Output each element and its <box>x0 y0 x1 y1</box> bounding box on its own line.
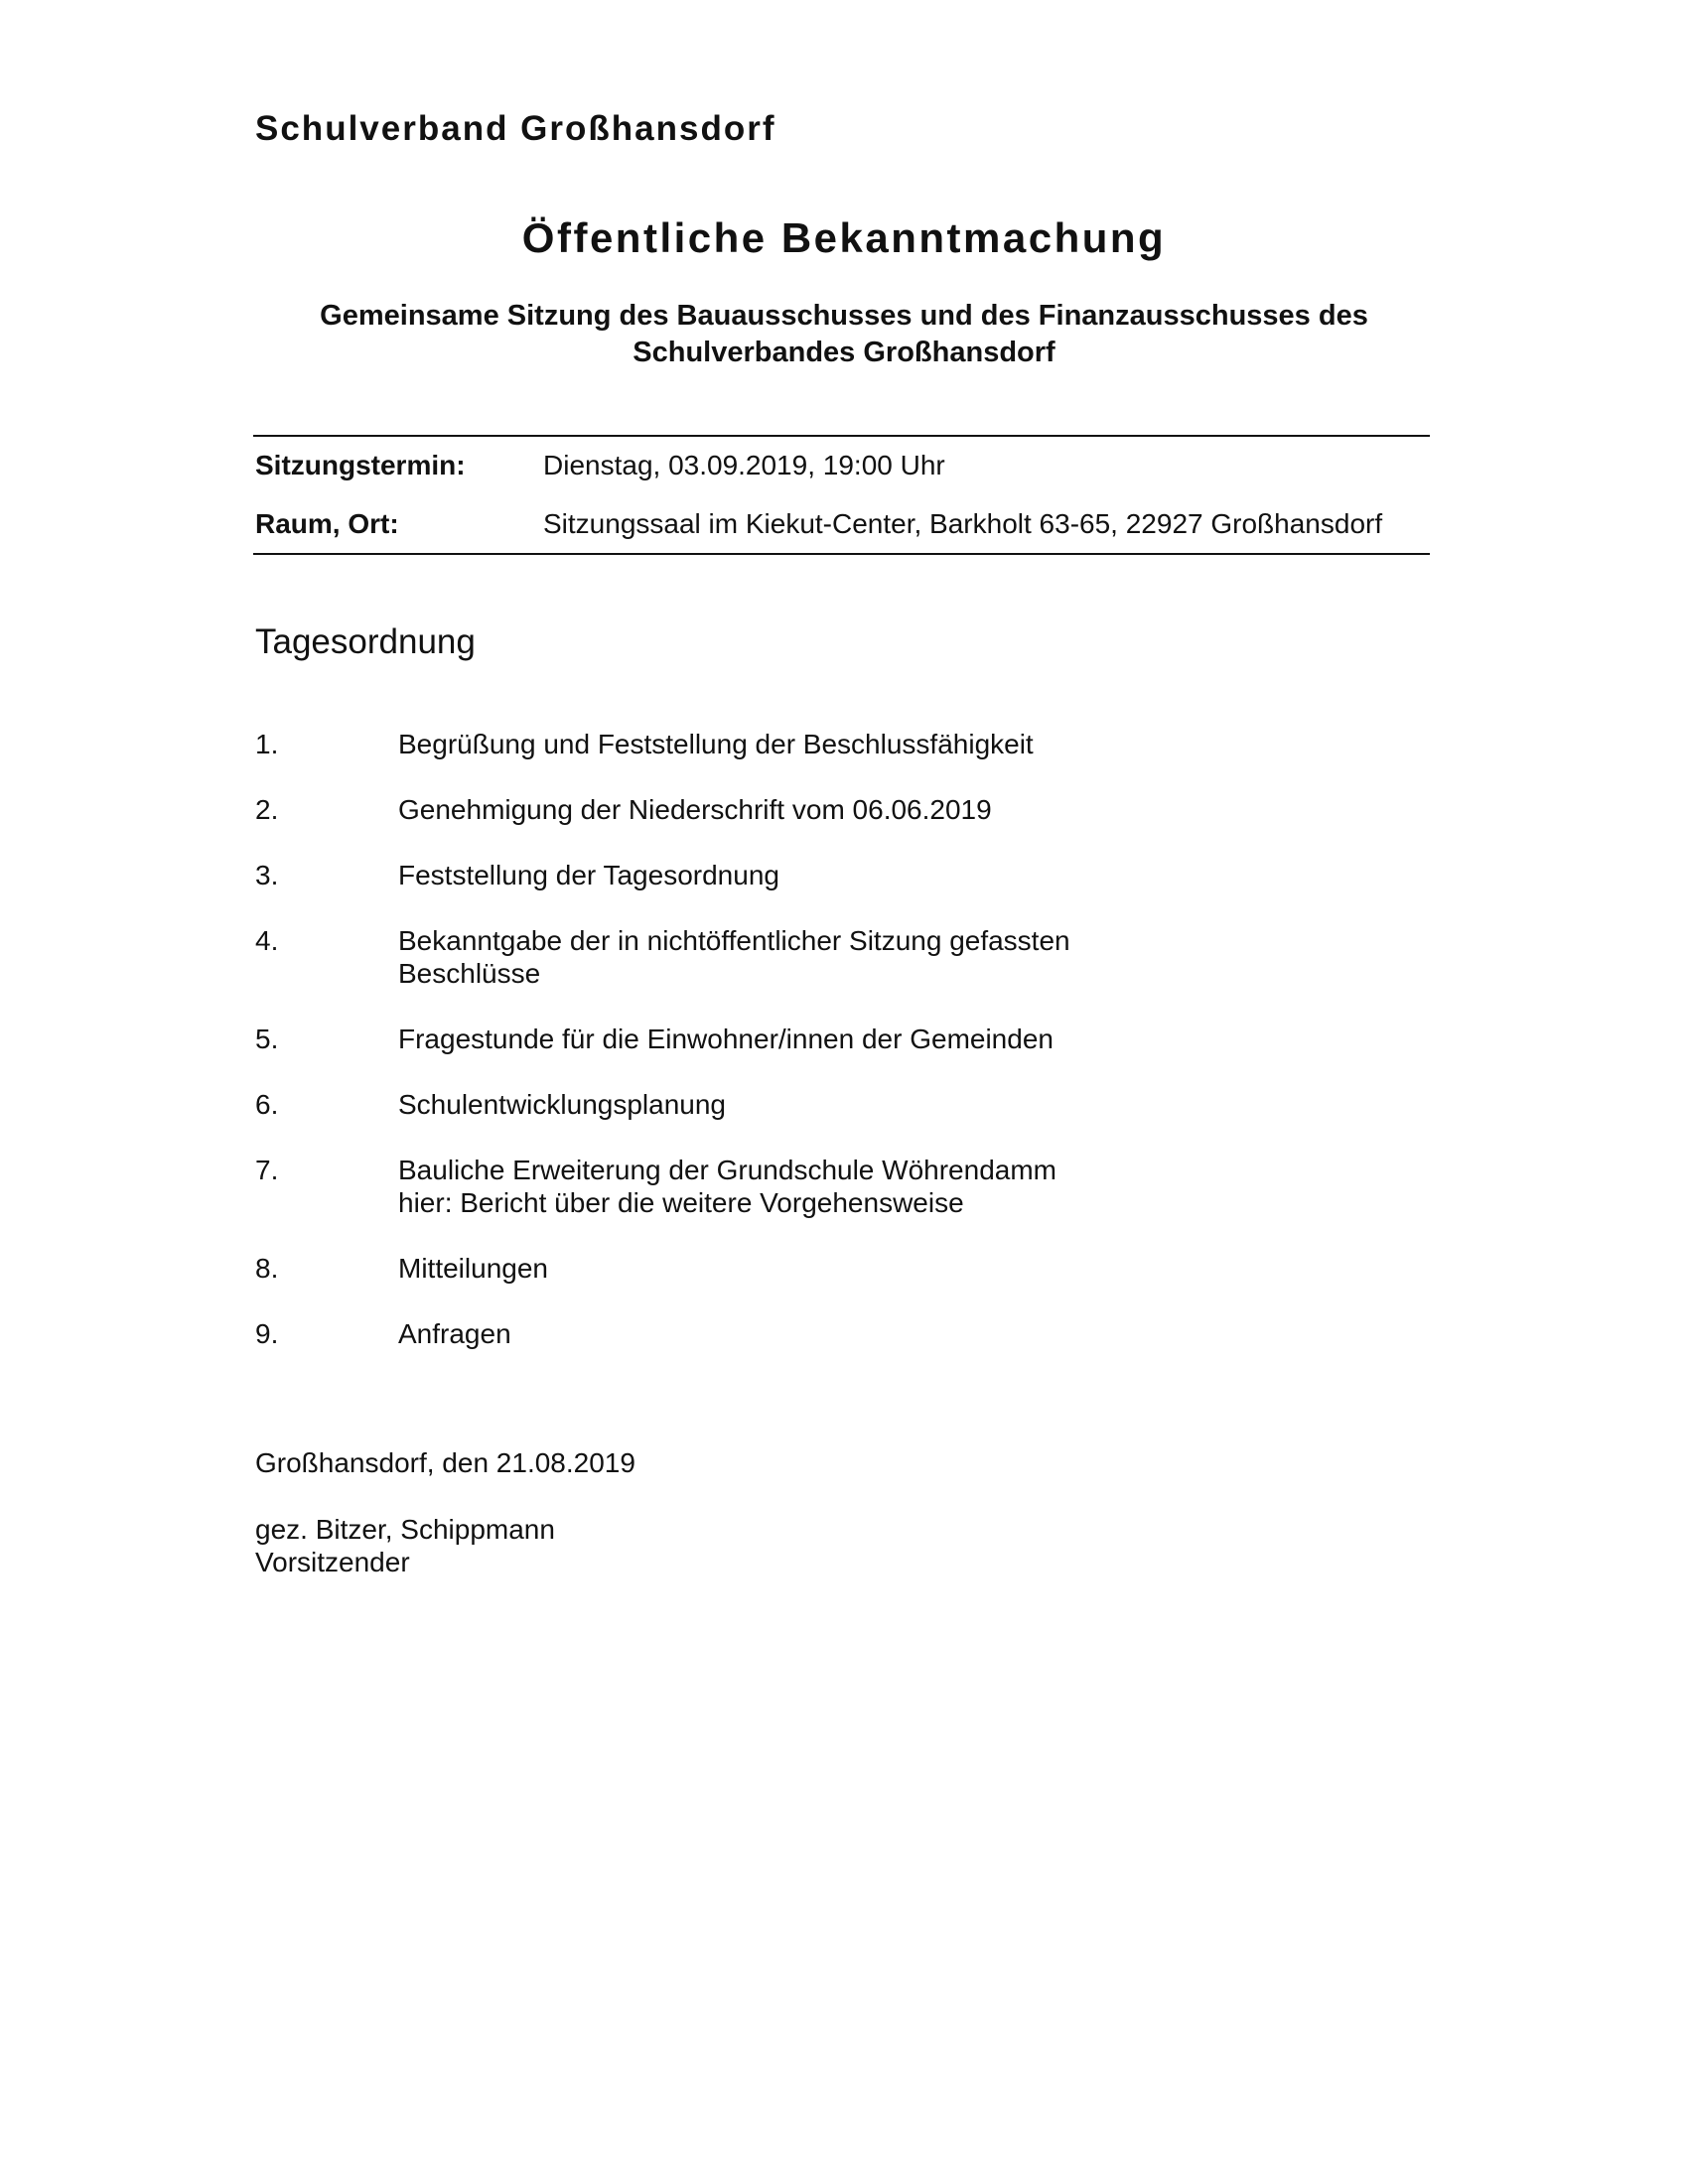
meeting-date-row <box>255 450 1427 489</box>
agenda-item-number: 6. <box>255 1089 279 1120</box>
agenda-item-text: Bekanntgabe der in nichtöffentlicher Sitzung gefassten Beschlüsse <box>398 925 1070 989</box>
agenda-item-number: 8. <box>255 1253 279 1284</box>
signature-block <box>255 1513 555 1578</box>
agenda-item-text: Begrüßung und Feststellung der Beschlussfähigkeit <box>398 729 1034 759</box>
agenda-item-text: Fragestunde für die Einwohner/innen der Gemeinden <box>398 1024 1054 1054</box>
agenda-item-number: 5. <box>255 1024 279 1054</box>
meeting-info-top-rule <box>253 435 1430 437</box>
place-and-date: Großhansdorf, den 21.08.2019 <box>255 1447 635 1478</box>
meeting-date-value: Dienstag, 03.09.2019, 19:00 Uhr <box>543 450 945 480</box>
organization-name: Schulverband Großhansdorf <box>255 109 776 148</box>
agenda-item-number: 9. <box>255 1318 279 1349</box>
agenda-item-text: Feststellung der Tagesordnung <box>398 860 779 890</box>
meeting-info-bottom-rule <box>253 553 1430 555</box>
agenda-item-number: 2. <box>255 794 279 825</box>
meeting-place-value: Sitzungssaal im Kiekut-Center, Barkholt 63-65, 22927 Großhansdorf <box>543 508 1383 539</box>
agenda-item <box>255 728 1427 760</box>
agenda-item-number: 1. <box>255 729 279 759</box>
agenda-item-number: 7. <box>255 1155 279 1185</box>
agenda-item-number: 3. <box>255 860 279 890</box>
agenda-item <box>255 1023 1427 1055</box>
agenda-item-text: Bauliche Erweiterung der Grundschule Wöhrendamm hier: Bericht über die weitere Vorgehensweise <box>398 1155 1056 1218</box>
agenda-item-text: Genehmigung der Niederschrift vom 06.06.2019 <box>398 794 992 825</box>
agenda-item <box>255 1154 1427 1219</box>
agenda-item-text: Anfragen <box>398 1318 511 1349</box>
signatory-role: Vorsitzender <box>255 1547 410 1577</box>
meeting-place-label: Raum, Ort: <box>255 508 399 539</box>
signatories: gez. Bitzer, Schippmann <box>255 1514 555 1545</box>
agenda-item <box>255 1317 1427 1350</box>
document-subtitle: Gemeinsame Sitzung des Bauausschusses und des Finanzausschusses des Schulverbandes Großhansdorf <box>320 300 1368 368</box>
agenda-item-text: Mitteilungen <box>398 1253 548 1284</box>
document-title: Öffentliche Bekanntmachung <box>521 214 1167 261</box>
agenda-list <box>255 728 1427 1383</box>
agenda-item <box>255 859 1427 891</box>
meeting-place-row <box>255 508 1427 548</box>
agenda-item-number: 4. <box>255 925 279 956</box>
agenda-item <box>255 924 1427 990</box>
agenda-heading: Tagesordnung <box>255 622 476 661</box>
agenda-item <box>255 1252 1427 1285</box>
agenda-item <box>255 1088 1427 1121</box>
meeting-date-label: Sitzungstermin: <box>255 450 466 480</box>
agenda-item <box>255 793 1427 826</box>
agenda-item-text: Schulentwicklungsplanung <box>398 1089 726 1120</box>
